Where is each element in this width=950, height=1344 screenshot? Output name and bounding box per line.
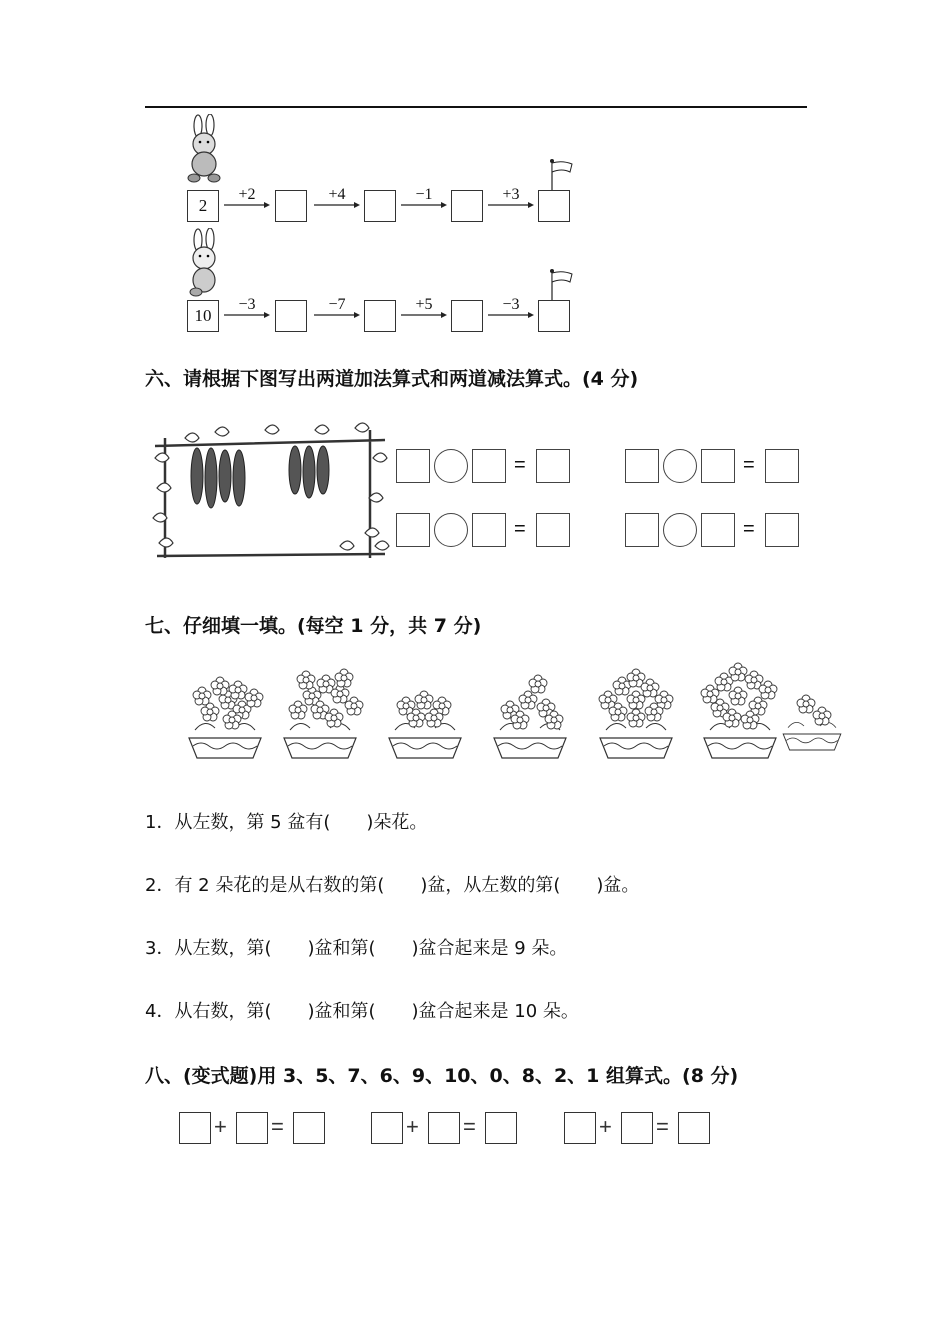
section6-eq4-box-a[interactable] <box>625 513 659 547</box>
top-rule <box>145 106 807 108</box>
chain1-step-4: +3 <box>502 186 520 203</box>
section6-eq4-equals: = <box>743 518 755 540</box>
chain2-step-1: −3 <box>238 296 256 313</box>
section6-eq4-result[interactable] <box>765 513 799 547</box>
section8-eq2-addend-b[interactable] <box>428 1112 460 1144</box>
chain1-step-3: −1 <box>415 186 433 203</box>
chain2-arrow-2 <box>314 296 360 324</box>
section6-eq1-box-b[interactable] <box>472 449 506 483</box>
section8-eq3-equals: = <box>656 1114 669 1139</box>
chain2-answer-box-3[interactable] <box>451 300 483 332</box>
section8-eq1-addend-b[interactable] <box>236 1112 268 1144</box>
section6-eq2-operator[interactable] <box>663 449 697 483</box>
section6-eq2-result[interactable] <box>765 449 799 483</box>
section6-eq1-operator[interactable] <box>434 449 468 483</box>
rabbit-illustration-1 <box>184 114 228 184</box>
section6-eq3-operator[interactable] <box>434 513 468 547</box>
section7-question-3: 3．从左数，第( )盆和第( )盆合起来是 9 朵。 <box>145 938 568 959</box>
chain1-step-2: +4 <box>328 186 346 203</box>
section6-eq3-box-b[interactable] <box>472 513 506 547</box>
chain2-answer-box-1[interactable] <box>275 300 307 332</box>
chain2-start-box: 10 <box>187 300 219 332</box>
chain2-step-2: −7 <box>328 296 346 313</box>
section6-eq2-equals: = <box>743 454 755 476</box>
section8-eq3-addend-b[interactable] <box>621 1112 653 1144</box>
section6-eq4-box-b[interactable] <box>701 513 735 547</box>
section6-eq2-box-b[interactable] <box>701 449 735 483</box>
section6-eq1-result[interactable] <box>536 449 570 483</box>
section8-eq3-sum[interactable] <box>678 1112 710 1144</box>
chain2-step-3: +5 <box>415 296 433 313</box>
chain2-answer-box-2[interactable] <box>364 300 396 332</box>
section6-eq2-box-a[interactable] <box>625 449 659 483</box>
section8-eq3-addend-a[interactable] <box>564 1112 596 1144</box>
section8-eq1-plus: + <box>214 1114 227 1139</box>
section8-eq3-plus: + <box>599 1114 612 1139</box>
chain1-arrow-3 <box>401 186 447 214</box>
flower-pots-illustration <box>180 660 845 765</box>
section6-eq4-operator[interactable] <box>663 513 697 547</box>
chain1-answer-box-3[interactable] <box>451 190 483 222</box>
section7-question-1: 1．从左数，第 5 盆有( )朵花。 <box>145 812 428 833</box>
rabbit-illustration-2 <box>184 228 228 298</box>
section8-eq2-addend-a[interactable] <box>371 1112 403 1144</box>
chain2-arrow-1 <box>224 296 270 324</box>
section6-eq1-box-a[interactable] <box>396 449 430 483</box>
chain1-answer-box-1[interactable] <box>275 190 307 222</box>
flag-icon <box>548 158 578 192</box>
chain1-arrow-4 <box>488 186 534 214</box>
chain1-answer-box-2[interactable] <box>364 190 396 222</box>
chain2-arrow-3 <box>401 296 447 324</box>
section8-eq1-sum[interactable] <box>293 1112 325 1144</box>
section7-question-4: 4．从右数，第( )盆和第( )盆合起来是 10 朵。 <box>145 1001 579 1022</box>
flag-icon <box>548 268 578 302</box>
cucumber-trellis-illustration <box>145 418 395 568</box>
section6-heading: 六、请根据下图写出两道加法算式和两道减法算式。(4 分) <box>145 368 639 390</box>
section6-eq3-box-a[interactable] <box>396 513 430 547</box>
section8-heading: 八、(变式题)用 3、5、7、6、9、10、0、8、2、1 组算式。(8 分) <box>145 1065 739 1087</box>
section8-eq2-sum[interactable] <box>485 1112 517 1144</box>
section8-eq1-equals: = <box>271 1114 284 1139</box>
section6-eq3-result[interactable] <box>536 513 570 547</box>
chain1-step-1: +2 <box>238 186 256 203</box>
chain2-arrow-4 <box>488 296 534 324</box>
section7-heading: 七、仔细填一填。(每空 1 分，共 7 分) <box>145 615 482 637</box>
section8-eq2-equals: = <box>463 1114 476 1139</box>
section8-eq2-plus: + <box>406 1114 419 1139</box>
chain1-arrow-1 <box>224 186 270 214</box>
section7-question-2: 2．有 2 朵花的是从右数的第( )盆，从左数的第( )盆。 <box>145 875 640 896</box>
chain1-start-box: 2 <box>187 190 219 222</box>
chain2-answer-box-4[interactable] <box>538 300 570 332</box>
section8-eq1-addend-a[interactable] <box>179 1112 211 1144</box>
chain1-answer-box-4[interactable] <box>538 190 570 222</box>
section6-eq3-equals: = <box>514 518 526 540</box>
section6-eq1-equals: = <box>514 454 526 476</box>
chain1-arrow-2 <box>314 186 360 214</box>
chain2-step-4: −3 <box>502 296 520 313</box>
